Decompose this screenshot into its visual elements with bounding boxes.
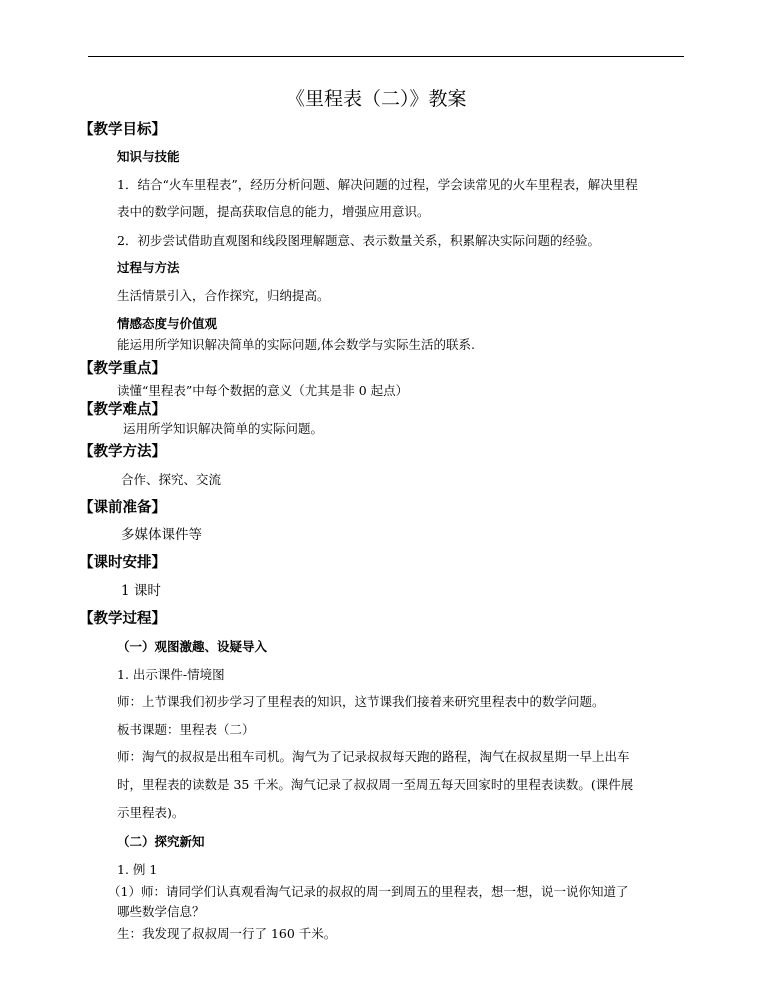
heading-teaching-process: 【教学过程】 <box>79 610 166 627</box>
subheading-part-2: （二）探究新知 <box>117 834 205 849</box>
process-p3: 板书课题：里程表（二） <box>117 722 255 737</box>
process-p4-line-1: 师：淘气的叔叔是出租车司机。淘气为了记录叔叔每天跑的路程，淘气在叔叔星期一早上出车 <box>117 749 630 764</box>
heading-methods: 【教学方法】 <box>79 443 166 460</box>
heading-difficulties: 【教学难点】 <box>79 401 166 418</box>
subheading-process-method: 过程与方法 <box>117 260 180 275</box>
process-p4-line-2: 时，里程表的读数是 35 千米。淘气记录了叔叔周一至周五每天回家时的里程表读数。(课件展 <box>117 777 634 792</box>
process-p1: 1. 出示课件-情境图 <box>117 667 225 682</box>
heading-key-points: 【教学重点】 <box>79 360 166 377</box>
schedule-text: 1 课时 <box>121 583 161 599</box>
goal-1-line-2: 表中的数学问题，提高获取信息的能力，增强应用意识。 <box>117 204 430 219</box>
heading-preparation: 【课前准备】 <box>79 499 166 516</box>
process-method-text: 生活情景引入，合作探究，归纳提高。 <box>117 288 330 303</box>
key-points-text: 读懂“里程表”中每个数据的意义（尤其是非 0 起点） <box>117 383 409 398</box>
heading-schedule: 【课时安排】 <box>79 554 166 571</box>
example-1-label: 1. 例 1 <box>117 862 158 877</box>
preparation-text: 多媒体课件等 <box>121 527 202 543</box>
methods-text: 合作、探究、交流 <box>121 472 222 487</box>
heading-teaching-goals: 【教学目标】 <box>79 121 166 138</box>
difficulties-text: 运用所学知识解决简单的实际问题。 <box>123 421 324 436</box>
attitude-text: 能运用所学知识解决简单的实际问题,体会数学与实际生活的联系. <box>117 337 475 352</box>
answer-1: 生：我发现了叔叔周一行了 160 千米。 <box>117 926 337 941</box>
document-title: 《里程表（二）》教案 <box>286 88 467 110</box>
goal-1-line-1: 1．结合“火车里程表”，经历分析问题、解决问题的过程，学会读常见的火车里程表，解决里程 <box>117 177 638 192</box>
subheading-knowledge: 知识与技能 <box>117 149 180 164</box>
goal-2: 2．初步尝试借助直观图和线段图理解题意、表示数量关系，积累解决实际问题的经验。 <box>117 233 600 248</box>
subheading-part-1: （一）观图激趣、设疑导入 <box>117 639 268 654</box>
process-p4-line-3: 示里程表)。 <box>117 805 185 820</box>
subheading-attitude: 情感态度与价值观 <box>117 316 218 331</box>
question-1-line-1: （1）师：请同学们认真观看淘气记录的叔叔的周一到周五的里程表，想一想，说一说你知道了 <box>108 884 629 899</box>
header-rule <box>88 56 684 57</box>
question-1-line-2: 哪些数学信息？ <box>117 904 205 919</box>
process-p2: 师：上节课我们初步学习了里程表的知识，这节课我们接着来研究里程表中的数学问题。 <box>117 694 605 709</box>
